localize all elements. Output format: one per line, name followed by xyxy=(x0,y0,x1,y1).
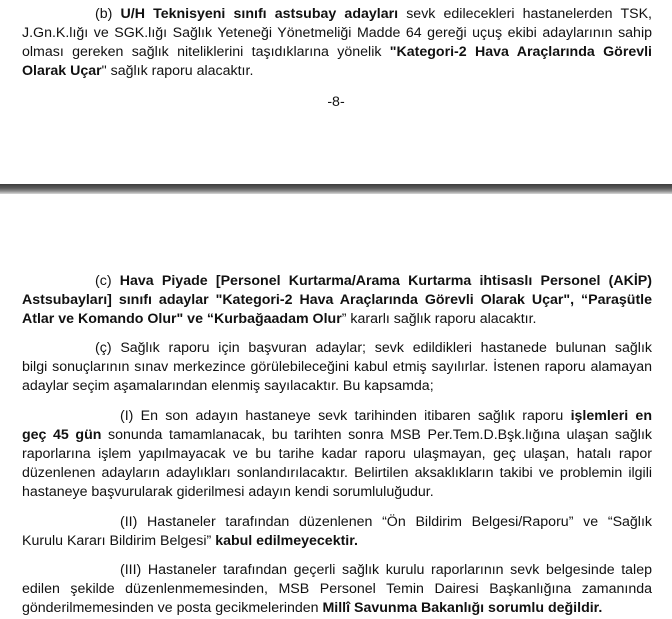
item-iii-line-1: (III) Hastaneler tarafından geçerli sağlık kurulu raporlarının sevk belgesinde talep xyxy=(120,562,652,578)
item-c-line-3: Atlar ve Komando Olur" ve “Kurbağaadam Olur” kararlı sağlık raporu alacaktır. xyxy=(22,311,537,327)
item-ii-line-2: Kurulu Kararı Bildirim Belgesi” kabul edilmeyecektir. xyxy=(22,533,358,549)
item-b-line-1: (b) U/H Teknisyeni sınıfı astsubay adayları sevk edilecekleri hastanelerden TSK, xyxy=(95,6,653,22)
item-b-line-4: Olarak Uçar" sağlık raporu alacaktır. xyxy=(22,63,254,79)
item-i-line-3: raporlarına işlem yapılmayacak ve bu tarihe kadar raporu ulaşmayan, geç ulaşan, hatalı rapor xyxy=(22,446,652,462)
page-number: -8- xyxy=(327,94,345,110)
item-iii-line-3: gönderilmemesinden ve posta gecikmelerinden Millî Savunma Bakanlığı sorumlu değildir. xyxy=(22,600,603,616)
item-c-line-1: (c) Hava Piyade [Personel Kurtarma/Arama Kurtarma ihtisaslı Personel (AKİP) xyxy=(95,273,652,289)
item-i-line-4: düzenlenen adayların adaylıkları sonlandırılacaktır. Belirtilen aksaklıkların takibi ve problemin ilgili xyxy=(22,465,652,481)
item-cc-line-2: bilgi sonuçlarının sınav merkezince görülebileceğini kabul etmiş sayılırlar. İstenen raporu alamayan xyxy=(22,359,652,375)
item-i-line-5: hastaneye başvurularak giderilmesi adayın kendi sorumluluğudur. xyxy=(22,484,434,500)
item-i-line-1: (I) En son adayın hastaneye sevk tarihinden itibaren sağlık raporu işlemleri en xyxy=(120,408,652,424)
item-cc-line-1: (ç) Sağlık raporu için başvuran adaylar; sevk edildikleri hastanede bulunan sağlık xyxy=(95,340,652,356)
page-separator xyxy=(0,184,672,194)
item-b-line-3: olması gereken sağlık niteliklerini taşıdıklarına yönelik "Kategori-2 Hava Araçlarında Görevli xyxy=(22,44,652,60)
item-iii-line-2: edilen şekilde düzenlenmemesinden, MSB Personel Temin Dairesi Başkanlığına zamanında xyxy=(22,581,652,597)
item-ii-line-1: (II) Hastaneler tarafından düzenlenen “Ön Bildirim Belgesi/Raporu” ve “Sağlık xyxy=(120,514,652,530)
item-b-line-2: J.Gn.K.lığı ve SGK.lığı Sağlık Yeteneği Yönetmeliği Madde 64 gereği uçuş ekibi adaylarının sahip xyxy=(22,25,652,41)
item-cc-line-3: adaylar seçim aşamalarından elenmiş sayılacaktır. Bu kapsamda; xyxy=(22,378,434,394)
document-page-9 xyxy=(0,194,672,619)
item-i-line-2: geç 45 gün sonunda tamamlanacak, bu tarihten sonra MSB Per.Tem.D.Bşk.lığına ulaşan sağlık xyxy=(22,427,652,443)
document-page-8 xyxy=(0,0,672,184)
item-c-line-2: Astsubayları] sınıfı adaylar "Kategori-2 Hava Araçlarında Görevli Olarak Uçar", “Paraşütle xyxy=(22,292,652,308)
